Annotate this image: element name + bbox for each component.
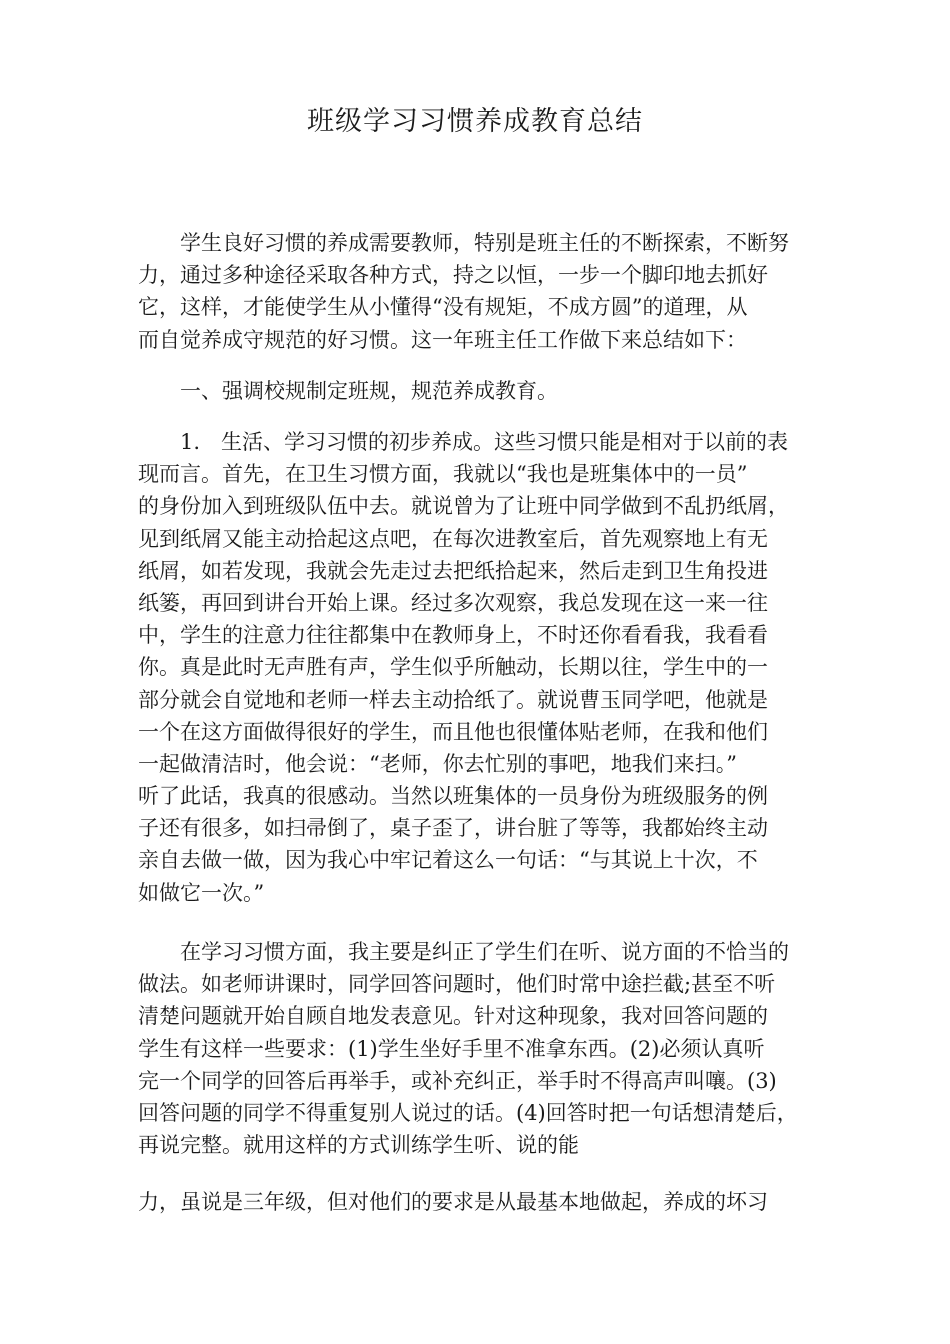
text-line: 在学习习惯方面，我主要是纠正了学生们在听、说方面的不恰当的 — [138, 940, 789, 964]
document-title: 班级学习习惯养成教育总结 — [307, 106, 643, 137]
text-line: 纸屑，如若发现，我就会先走过去把纸拾起来，然后走到卫生角投进 — [138, 558, 768, 583]
paragraph-intro — [138, 227, 822, 356]
text-line: 它，这样，才能使学生从小懂得“没有规矩，不成方圆”的道理，从 — [138, 295, 748, 320]
text-line: 学生有这样一些要求：(1)学生坐好手里不准拿东西。(2)必须认真听 — [138, 1036, 765, 1061]
text-line: 见到纸屑又能主动拾起这点吧，在每次进教室后，首先观察地上有无 — [138, 526, 768, 551]
text-line: 回答问题的同学不得重复别人说过的话。(4)回答时把一句话想清楚后， — [138, 1100, 798, 1125]
text-line: 现而言。首先，在卫生习惯方面，我就以“我也是班集体中的一员” — [138, 462, 748, 487]
text-line: 子还有很多，如扫帚倒了，桌子歪了，讲台脏了等等，我都始终主动 — [138, 816, 768, 841]
text-line: 的身份加入到班级队伍中去。就说曾为了让班中同学做到不乱扔纸屑， — [138, 494, 789, 519]
text-line: 完一个同学的回答后再举手，或补充纠正，举手时不得高声叫嚷。(3) — [138, 1068, 777, 1093]
paragraph-habits-study — [138, 936, 822, 1161]
paragraph-habits-life — [138, 426, 822, 909]
text-line: 如做它一次。” — [138, 880, 265, 905]
paragraph-continuation — [138, 1186, 822, 1218]
text-line: 一个在这方面做得很好的学生，而且他也很懂体贴老师，在我和他们 — [138, 719, 768, 744]
text-line: 中，学生的注意力往往都集中在教师身上，不时还你看看我，我看看 — [138, 623, 768, 648]
text-line: 清楚问题就开始自顾自地发表意见。针对这种现象，我对回答问题的 — [138, 1004, 768, 1029]
text-line: 一起做清洁时，他会说：“老师，你去忙别的事吧，地我们来扫。” — [138, 751, 737, 776]
text-line: 你。真是此时无声胜有声，学生似乎所触动，长期以往，学生中的一 — [138, 655, 768, 680]
section-heading — [138, 375, 822, 407]
text-line: 纸篓，再回到讲台开始上课。经过多次观察，我总发现在这一来一往 — [138, 590, 768, 615]
text-line: 而自觉养成守规范的好习惯。这一年班主任工作做下来总结如下： — [138, 327, 747, 352]
text-line: 听了此话，我真的很感动。当然以班集体的一员身份为班级服务的例 — [138, 784, 768, 809]
text-line: 一、强调校规制定班规，规范养成教育。 — [138, 379, 558, 403]
text-line: 再说完整。就用这样的方式训练学生听、说的能 — [138, 1133, 579, 1158]
text-line: 学生良好习惯的养成需要教师，特别是班主任的不断探索，不断努 — [138, 231, 789, 255]
text-line: 力，通过多种途径采取各种方式，持之以恒，一步一个脚印地去抓好 — [138, 263, 768, 288]
text-line: 做法。如老师讲课时，同学回答问题时，他们时常中途拦截;甚至不听 — [138, 972, 776, 997]
text-line: 力，虽说是三年级，但对他们的要求是从最基本地做起，养成的坏习 — [138, 1190, 768, 1214]
text-line: 亲自去做一做，因为我心中牢记着这么一句话：“与其说上十次，不 — [138, 848, 758, 873]
text-line: 1. 生活、学习习惯的初步养成。这些习惯只能是相对于以前的表 — [138, 430, 789, 454]
text-line: 部分就会自觉地和老师一样去主动拾纸了。就说曹玉同学吧，他就是 — [138, 687, 768, 712]
